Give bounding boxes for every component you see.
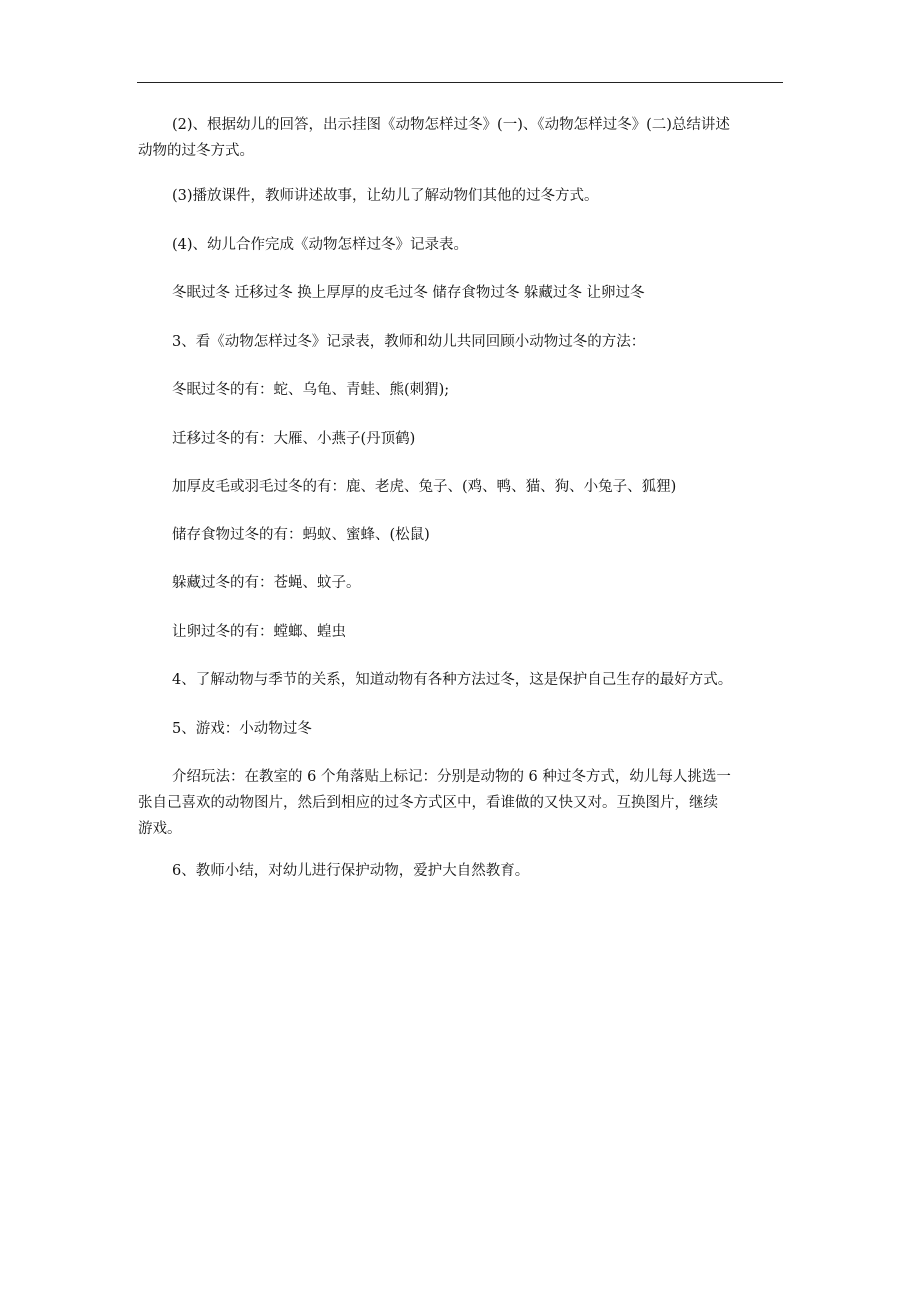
paragraph-section-6 [138, 858, 788, 884]
text-line: 介绍玩法：在教室的 6 个角落贴上标记：分别是动物的 6 种过冬方式，幼儿每人挑选一 [172, 769, 731, 785]
paragraph-thick-fur [138, 474, 788, 500]
text-line: 加厚皮毛或羽毛过冬的有：鹿、老虎、兔子、(鸡、鸭、猫、狗、小兔子、狐狸) [172, 479, 677, 495]
text-line: 冬眠过冬的有：蛇、乌龟、青蛙、熊(刺猬); [172, 382, 450, 398]
text-line: 躲藏过冬的有：苍蝇、蚊子。 [172, 575, 361, 591]
text-line: 4、了解动物与季节的关系，知道动物有各种方法过冬，这是保护自己生存的最好方式。 [172, 672, 733, 688]
paragraph-hide [138, 570, 788, 596]
text-line: 3、看《动物怎样过冬》记录表，教师和幼儿共同回顾小动物过冬的方法： [172, 334, 646, 350]
text-line: 冬眠过冬 迁移过冬 换上厚厚的皮毛过冬 储存食物过冬 躲藏过冬 让卵过冬 [172, 285, 645, 301]
paragraph-section-5 [138, 716, 788, 742]
text-line: 让卵过冬的有：螳螂、蝗虫 [172, 624, 346, 640]
paragraph-eggs [138, 619, 788, 645]
paragraph-step-3 [138, 183, 788, 209]
paragraph-section-4 [138, 667, 788, 693]
header-rule [137, 82, 783, 83]
text-line: 动物的过冬方式。 [138, 143, 254, 159]
text-line: (4)、幼儿合作完成《动物怎样过冬》记录表。 [172, 237, 469, 253]
text-line: (3)播放课件，教师讲述故事，让幼儿了解动物们其他的过冬方式。 [172, 188, 599, 204]
paragraph-migrate [138, 426, 788, 452]
text-line: 迁移过冬的有：大雁、小燕子(丹顶鹤) [172, 431, 416, 447]
paragraph-section-3 [138, 329, 788, 355]
paragraph-store-food [138, 522, 788, 548]
text-line: 游戏。 [138, 821, 182, 837]
text-line: 张自己喜欢的动物图片，然后到相应的过冬方式区中，看谁做的又快又对。互换图片，继续 [138, 795, 718, 811]
text-line: 6、教师小结，对幼儿进行保护动物，爱护大自然教育。 [172, 863, 530, 879]
paragraph-step-2 [138, 112, 788, 164]
paragraph-step-4 [138, 232, 788, 258]
text-line: 5、游戏：小动物过冬 [172, 721, 312, 737]
text-line: (2)、根据幼儿的回答，出示挂图《动物怎样过冬》(一)、《动物怎样过冬》(二)总结讲述 [172, 117, 730, 133]
paragraph-game-rules [138, 764, 788, 842]
paragraph-hibernate [138, 377, 788, 403]
text-line: 储存食物过冬的有：蚂蚁、蜜蜂、(松鼠) [172, 527, 430, 543]
paragraph-winter-methods [138, 280, 788, 306]
